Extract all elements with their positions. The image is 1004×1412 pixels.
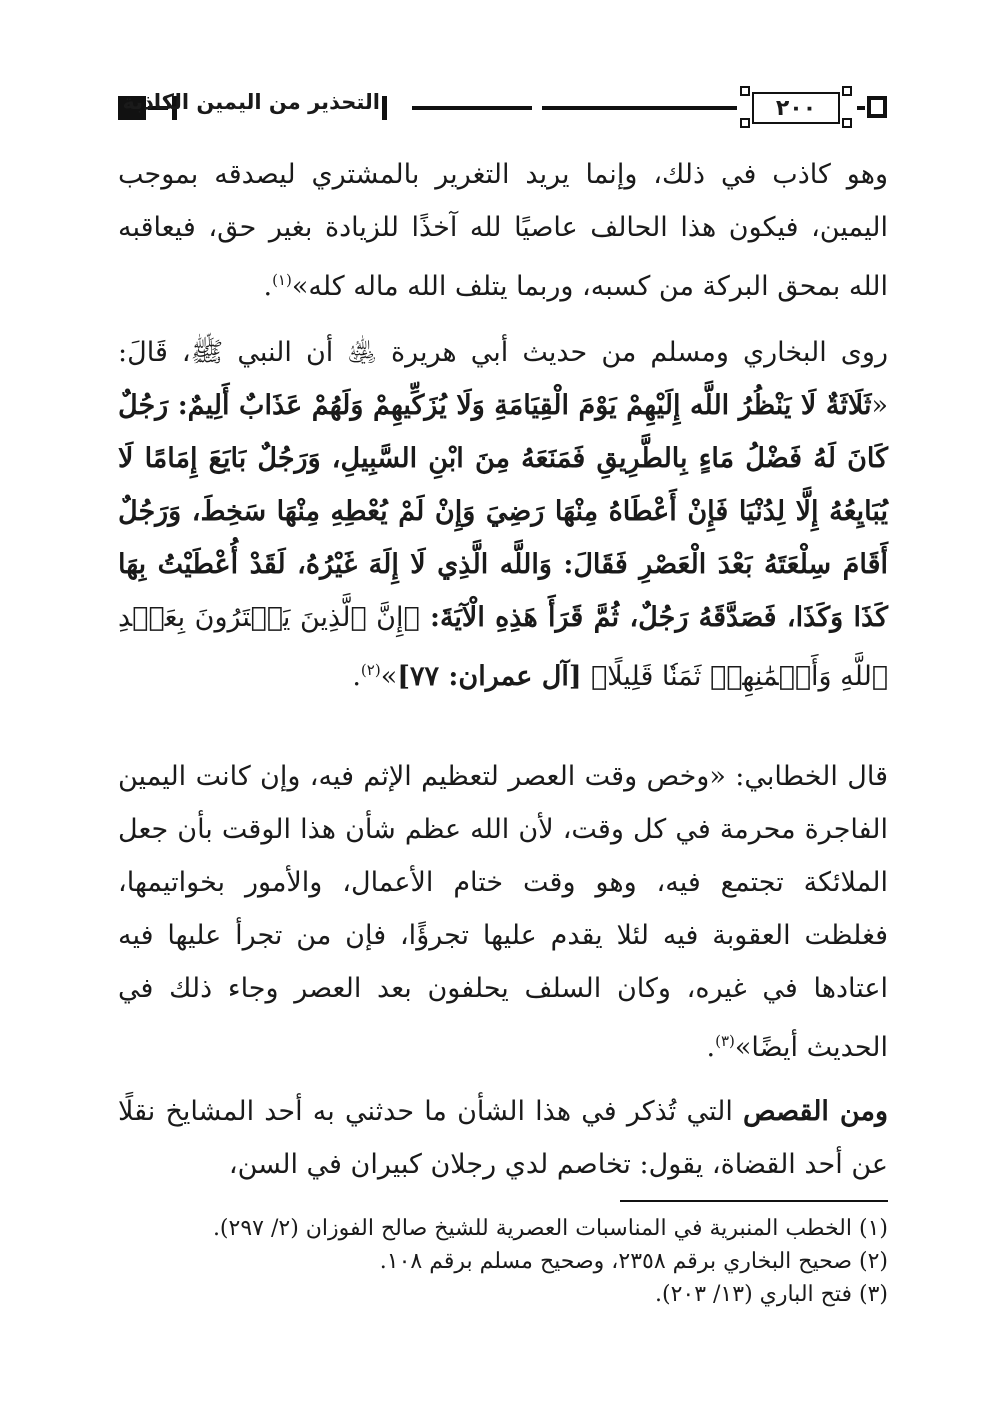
paragraph-intro: روى البخاري ومسلم من حديث أبي هريرة ﵁ أن النبي ﷺ، قَالَ: « [118,337,888,421]
paragraph-text: قال الخطابي: «وخص وقت العصر لتعظيم الإثم فيه، وإن كانت اليمين الفاجرة محرمة في كل وقت، لأن الله عظم شأن هذا الوقت بأن جعل الملائكة تجتمع فيه، وهو وقت ختام الأعمال، والأمور بخواتيمها، فغلظت العقوبة فيه لئلا يقدم عليها تجرؤًا، فإن من تجرأ عليها فيه اعتادها في غيره، وكان السلف يحلفون بعد العصر وجاء ذلك في الحديث أيضًا» [118,761,888,1063]
paragraph: قال الخطابي: «وخص وقت العصر لتعظيم الإثم فيه، وإن كانت اليمين الفاجرة محرمة في كل وقت، لأن الله عظم شأن هذا الوقت بأن جعل الملائكة تجتمع فيه، وهو وقت ختام الأعمال، والأمور بخواتيمها، فغلظت العقوبة فيه لئلا يقدم عليها تجرؤًا، فإن من تجرأ عليها فيه اعتادها في غيره، وكان السلف يحلفون بعد العصر وجاء ذلك في الحديث أيضًا»$^{(٣)}$. [118,761,888,1063]
footnotes [118,1212,888,1311]
hadith-paragraph: روى البخاري ومسلم من حديث أبي هريرة ﵁ أن النبي ﷺ، قَالَ: «ثَلَاثَةٌ لَا يَنْظُرُ اللَّه إِلَيْهِمْ يَوْمَ الْقِيَامَةِ وَلَا يُزَكِّيهِمْ وَلَهُمْ عَذَابٌ أَلِيمٌ: رَجُلٌ كَانَ لَهُ فَضْلُ مَاءٍ بِالطَّرِيقِ فَمَنَعَهُ مِنَ ابْنِ السَّبِيلِ، وَرَجُلٌ بَايَعَ إِمَامًا لَا يُبَايِعُهُ إِلَّا لِدُنْيَا فَإِنْ أَعْطَاهُ مِنْهَا رَضِيَ وَإِنْ لَمْ يُعْطِهِ مِنْهَا سَخِطَ، وَرَجُلٌ أَقَامَ سِلْعَتَهُ بَعْدَ الْعَصْرِ فَقَالَ: وَاللَّه الَّذِي لَا إِلَهَ غَيْرُهُ، لَقَدْ أُعْطَيْتُ بِهَا كَذَا وَكَذَا، فَصَدَّقَهُ رَجُلٌ، ثُمَّ قَرَأَ هَذِهِ الْآيَةَ: ﴿إِنَّ ٱلَّذِينَ يَشۡتَرُونَ بِعَهۡدِ ٱللَّهِ وَأَيۡمَٰنِهِمۡ ثَمَنٗا قَلِيلًا﴾ [آل عمران: ٧٧]»$^{(٢)}$. [118,337,889,692]
frame-corner-ornament [740,86,750,96]
header-rule [857,106,865,110]
frame-corner-ornament [842,86,852,96]
footnote-item: (٢) صحيح البخاري برقم ٢٣٥٨، وصحيح مسلم برقم ١٠٨. [379,1249,888,1274]
paragraph-text: التي تُذكر في هذا الشأن ما حدثني به أحد المشايخ نقلًا عن أحد القضاة، يقول: تخاصم لدي رجلان كبيران في السن، [118,1096,888,1180]
header-rule [412,106,532,110]
paragraph-text: وهو كاذب في ذلك، وإنما يريد التغرير بالمشتري ليصدقه بموجب اليمين، فيكون هذا الحالف عاصيًا لله آخذًا للزيادة بغير حق، فيعاقبه الله بمحق البركة من كسبه، وربما يتلف الله ماله كله» [118,159,888,302]
footnote-ref: (١) [272,271,292,289]
paragraph: وهو كاذب في ذلك، وإنما يريد التغرير بالمشتري ليصدقه بموجب اليمين، فيكون هذا الحالف عاصيًا لله آخذًا للزيادة بغير حق، فيعاقبه الله بمحق البركة من كسبه، وربما يتلف الله ماله كله»$^{(١)}$. [118,159,888,302]
footnote-divider [620,1200,888,1202]
running-title: التحذير من اليمين الكاذبة [122,90,380,114]
hadith-text-tail: ثُمَّ قَرَأَ هَذِهِ الْآيَةَ: [419,602,630,633]
hadith-text: ثَلَاثَةٌ لَا يَنْظُرُ اللَّه إِلَيْهِمْ يَوْمَ الْقِيَامَةِ وَلَا يُزَكِّيهِمْ وَلَهُمْ عَذَابٌ أَلِيمٌ: رَجُلٌ كَانَ لَهُ فَضْلُ مَاءٍ بِالطَّرِيقِ فَمَنَعَهُ مِنَ ابْنِ السَّبِيلِ، وَرَجُلٌ بَايَعَ إِمَامًا لَا يُبَايِعُهُ إِلَّا لِدُنْيَا فَإِنْ أَعْطَاهُ مِنْهَا رَضِيَ وَإِنْ لَمْ يُعْطِهِ مِنْهَا سَخِطَ، وَرَجُلٌ أَقَامَ سِلْعَتَهُ بَعْدَ الْعَصْرِ فَقَالَ: وَاللَّه الَّذِي لَا إِلَهَ غَيْرُهُ، لَقَدْ أُعْطَيْتُ بِهَا كَذَا وَكَذَا، فَصَدَّقَهُ رَجُلٌ، [118,390,889,633]
section-lead: ومن القصص [743,1096,888,1127]
header-ornament-bar [382,96,387,120]
page-number-frame [740,86,852,128]
footnote-ref: (٣) [715,1032,735,1050]
page-number: ٢٠٠ [752,92,840,124]
frame-corner-ornament [842,118,852,128]
footnote-item: (٣) فتح الباري (١٣/ ٢٠٣). [654,1282,888,1307]
footnote-ref: (٢) [360,661,381,679]
surah-reference: [آل عمران: ٧٧] [397,661,592,692]
quran-verse: ﴿إِنَّ ٱلَّذِينَ يَشۡتَرُونَ بِعَهۡدِ ٱللَّهِ وَأَيۡمَٰنِهِمۡ ثَمَنٗا قَلِيلًا﴾ [118,602,888,692]
header-rule [542,106,737,110]
quote-close: » [380,661,398,692]
frame-corner-ornament [740,118,750,128]
page-header [112,84,887,132]
footnote-item: (١) الخطب المنبرية في المناسبات العصرية للشيخ صالح الفوزان (٢/ ٢٩٧). [212,1216,888,1241]
paragraph [118,1085,888,1191]
header-ornament-right [867,96,887,118]
